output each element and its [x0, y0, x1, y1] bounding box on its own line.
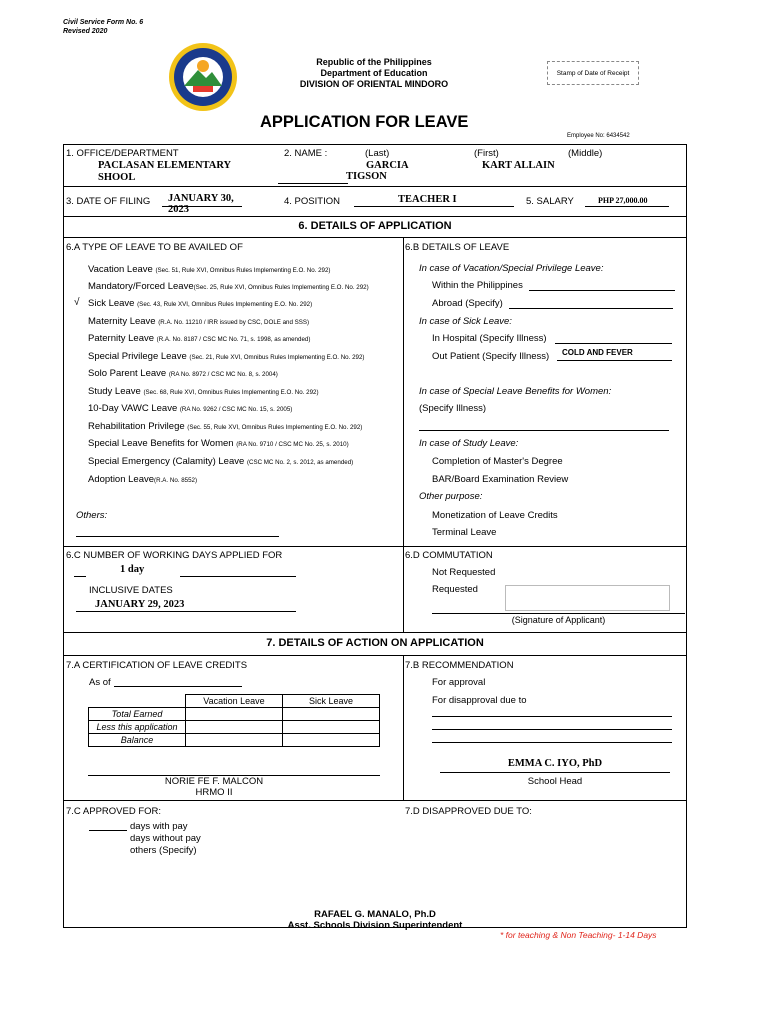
leave-type-ref: (Sec. 21, Rule XVI, Omnibus Rules Implementing E.O. No. 292) — [189, 354, 365, 361]
masters-degree-option[interactable]: Completion of Master's Degree — [432, 456, 563, 467]
table-cell[interactable] — [186, 734, 283, 747]
department-label: Department of Education — [320, 68, 428, 78]
deped-division-logo — [168, 42, 238, 112]
disapproval-line[interactable] — [432, 716, 672, 717]
leave-type-vawc[interactable] — [88, 403, 292, 414]
for-approval-option[interactable]: For approval — [432, 677, 486, 688]
out-patient-option[interactable]: Out Patient (Specify Illness) — [432, 351, 550, 362]
salary-underline — [585, 206, 669, 207]
leave-type-ref: (Sec. 51, Rule XVI, Omnibus Rules Implementing E.O. No. 292) — [155, 267, 331, 274]
not-requested-option[interactable]: Not Requested — [432, 567, 496, 578]
col-sick-leave: Sick Leave — [283, 695, 380, 708]
first-name-label: (First) — [474, 148, 499, 159]
inclusive-dates-value[interactable]: JANUARY 29, 2023 — [95, 599, 185, 610]
abroad-line — [509, 308, 673, 309]
days-without-pay-label: days without pay — [130, 833, 201, 844]
days-with-pay-line[interactable] — [89, 830, 127, 831]
leave-type-ref: (R.A. No. 8187 / CSC MC No. 71, s. 1998, as amended) — [156, 336, 311, 343]
sick-leave-check-icon: √ — [74, 297, 80, 308]
leave-type-maternity[interactable] — [88, 316, 309, 327]
last-name-label: (Last) — [365, 148, 390, 159]
working-days-title: 6.C NUMBER OF WORKING DAYS APPLIED FOR — [66, 550, 283, 561]
requested-option[interactable]: Requested — [432, 584, 478, 595]
table-row — [89, 708, 380, 721]
leave-type-vacation[interactable] — [88, 264, 330, 275]
date-of-filing-line2: 2023 — [168, 204, 189, 215]
within-philippines-line — [529, 290, 675, 291]
within-philippines-option[interactable]: Within the Philippines — [432, 280, 523, 291]
last-name-value[interactable]: GARCIA — [366, 160, 409, 171]
school-head-name: EMMA C. IYO, PhD — [507, 758, 603, 769]
specify-illness-label: (Specify Illness) — [419, 403, 487, 414]
footnote: * for teaching & Non Teaching- 1-14 Days — [500, 930, 657, 940]
asds-signatory — [63, 909, 687, 931]
leave-type-ref: (RA No. 9262 / CSC MC No. 15, s. 2005) — [179, 406, 293, 413]
table-corner — [89, 695, 186, 708]
leave-type-ref: (Sec. 43, Rule XVI, Omnibus Rules Implementing E.O. No. 292) — [137, 301, 313, 308]
divider — [63, 237, 687, 238]
table-row — [89, 721, 380, 734]
table-cell[interactable] — [283, 708, 380, 721]
leave-type-ref: (R.A. No. 11210 / IRR issued by CSC, DOLE and SSS) — [158, 319, 310, 326]
recommendation-title: 7.B RECOMMENDATION — [405, 660, 514, 671]
leave-type-name: Paternity Leave — [88, 333, 155, 344]
disapproval-line[interactable] — [432, 742, 672, 743]
specify-illness-line[interactable] — [419, 430, 669, 431]
leave-type-adoption[interactable] — [88, 474, 197, 485]
form-id-line2: Revised 2020 — [63, 28, 108, 35]
in-hospital-line — [555, 343, 672, 344]
salary-label: 5. SALARY — [526, 196, 574, 207]
in-hospital-option[interactable]: In Hospital (Specify Illness) — [432, 333, 547, 344]
asds-title: Asst. Schools Division Superintendent — [287, 920, 463, 931]
page-title: APPLICATION FOR LEAVE — [260, 113, 469, 131]
leave-type-ref: (Sec. 25, Rule XVI, Omnibus Rules Implementing E.O. No. 292) — [193, 284, 369, 291]
table-row — [89, 734, 380, 747]
women-heading: In case of Special Leave Benefits for Women: — [419, 386, 612, 397]
leave-type-name: Mandatory/Forced Leave — [88, 281, 194, 292]
leave-type-ref: (Sec. 55, Rule XVI, Omnibus Rules Implementing E.O. No. 292) — [187, 424, 363, 431]
hrmo-name: NORIE FE F. MALCON — [164, 776, 264, 787]
approved-for-title: 7.C APPROVED FOR: — [66, 806, 162, 817]
abroad-option[interactable]: Abroad (Specify) — [432, 298, 503, 309]
as-of-line[interactable] — [114, 686, 242, 687]
disapproved-title: 7.D DISAPPROVED DUE TO: — [405, 806, 532, 817]
hrmo-signatory — [88, 776, 340, 798]
form-id-line1: Civil Service Form No. 6 — [63, 19, 144, 26]
others-specify-label: others (Specify) — [130, 845, 197, 856]
date-of-filing-value[interactable] — [168, 193, 234, 215]
leave-type-ref: (RA No. 9710 / CSC MC No. 25, s. 2010) — [236, 441, 349, 448]
inclusive-dates-line — [76, 611, 296, 612]
middle-name-value[interactable]: TIGSON — [346, 171, 387, 182]
signature-line — [432, 613, 685, 614]
leave-type-name: Special Emergency (Calamity) Leave — [88, 456, 245, 467]
divider — [63, 800, 687, 801]
section-7-title: 7. DETAILS OF ACTION ON APPLICATION — [266, 637, 484, 649]
days-underline-2 — [180, 576, 296, 577]
days-underline — [74, 576, 86, 577]
middle-name-label: (Middle) — [568, 148, 603, 159]
leave-type-women-benefits[interactable] — [88, 438, 349, 449]
others-input-line[interactable] — [76, 536, 279, 537]
section-6-column-divider — [403, 237, 404, 633]
leave-details-title: 6.B DETAILS OF LEAVE — [405, 242, 510, 253]
row-less-application: Less this application — [89, 721, 186, 734]
divider — [63, 546, 687, 547]
receipt-stamp-label: Stamp of Date of Receipt — [556, 69, 630, 77]
leave-type-title: 6.A TYPE OF LEAVE TO BE AVAILED OF — [66, 242, 243, 253]
leave-type-ref: (R.A. No. 8552) — [154, 477, 198, 484]
study-heading: In case of Study Leave: — [419, 438, 519, 449]
signature-label: (Signature of Applicant) — [511, 615, 606, 625]
monetization-option[interactable]: Monetization of Leave Credits — [432, 510, 558, 521]
inclusive-dates-label: INCLUSIVE DATES — [89, 585, 173, 596]
leave-credits-table — [88, 694, 380, 747]
disapproval-line[interactable] — [432, 729, 672, 730]
leave-type-name: Solo Parent Leave — [88, 368, 167, 379]
out-patient-line — [557, 360, 672, 361]
leave-type-name: Rehabilitation Privilege — [88, 421, 185, 432]
agency-header — [260, 57, 488, 90]
date-underline — [162, 206, 242, 207]
section-6-title: 6. DETAILS OF APPLICATION — [298, 220, 452, 232]
office-value-line2: SHOOL — [98, 172, 136, 183]
sick-heading: In case of Sick Leave: — [419, 316, 512, 327]
leave-type-name: Special Leave Benefits for Women — [88, 438, 234, 449]
office-value-line1: PACLASAN ELEMENTARY — [98, 160, 232, 171]
division-label: DIVISION OF ORIENTAL MINDORO — [299, 79, 449, 89]
out-patient-illness-value[interactable]: COLD AND FEVER — [562, 348, 633, 357]
table-cell[interactable] — [283, 721, 380, 734]
leave-type-name: Vacation Leave — [88, 264, 153, 275]
leave-type-paternity[interactable] — [88, 333, 310, 344]
hrmo-title: HRMO II — [195, 787, 233, 798]
school-head-title: School Head — [527, 776, 583, 787]
commutation-title: 6.D COMMUTATION — [405, 550, 493, 561]
terminal-leave-option[interactable]: Terminal Leave — [432, 527, 497, 538]
table-cell[interactable] — [186, 721, 283, 734]
date-of-filing-label: 3. DATE OF FILING — [66, 196, 151, 207]
name-label: 2. NAME : — [284, 148, 328, 159]
republic-label: Republic of the Philippines — [316, 57, 432, 67]
leave-type-solo-parent[interactable] — [88, 368, 278, 379]
other-purpose-heading: Other purpose: — [419, 491, 483, 502]
others-label: Others: — [76, 510, 108, 521]
date-of-filing-line1: JANUARY 30, — [168, 193, 234, 204]
form-id — [63, 18, 143, 36]
for-disapproval-option[interactable]: For disapproval due to — [432, 695, 527, 706]
leave-type-name: Maternity Leave — [88, 316, 156, 327]
row-balance: Balance — [89, 734, 186, 747]
table-cell[interactable] — [186, 708, 283, 721]
as-of-label: As of — [89, 677, 111, 688]
asds-name: RAFAEL G. MANALO, Ph.D — [314, 909, 436, 920]
leave-type-name: Special Privilege Leave — [88, 351, 187, 362]
divider — [63, 655, 687, 656]
leave-type-name: Adoption Leave — [88, 474, 155, 485]
divider — [63, 186, 687, 187]
leave-type-study[interactable] — [88, 386, 319, 397]
leave-type-special-privilege[interactable] — [88, 351, 364, 362]
leave-type-sick[interactable] — [88, 298, 312, 309]
divider — [63, 632, 687, 633]
section-7-column-divider — [403, 655, 404, 800]
name-underline — [278, 183, 348, 184]
vacation-heading: In case of Vacation/Special Privilege Leave: — [419, 263, 604, 274]
office-value — [98, 160, 231, 184]
divider — [63, 216, 687, 217]
office-label: 1. OFFICE/DEPARTMENT — [66, 148, 179, 159]
table-cell[interactable] — [283, 734, 380, 747]
position-label: 4. POSITION — [284, 196, 340, 207]
position-value[interactable]: TEACHER I — [398, 194, 457, 205]
leave-type-ref: (Sec. 68, Rule XVI, Omnibus Rules Implementing E.O. No. 292) — [143, 389, 319, 396]
col-vacation-leave: Vacation Leave — [186, 695, 283, 708]
receipt-stamp-box — [547, 61, 639, 85]
leave-type-name: Study Leave — [88, 386, 141, 397]
days-with-pay-label: days with pay — [130, 821, 188, 832]
employee-number: Employee No: 6434542 — [567, 133, 630, 139]
leave-credits-title: 7.A CERTIFICATION OF LEAVE CREDITS — [66, 660, 248, 671]
leave-type-ref: (RA No. 8972 / CSC MC No. 8, s. 2004) — [168, 371, 278, 378]
leave-type-rehabilitation[interactable] — [88, 421, 362, 432]
leave-type-ref: (CSC MC No. 2, s. 2012, as amended) — [246, 459, 354, 466]
leave-type-name: 10-Day VAWC Leave — [88, 403, 178, 414]
bar-exam-option[interactable]: BAR/Board Examination Review — [432, 474, 569, 485]
working-days-value[interactable]: 1 day — [120, 564, 145, 575]
leave-type-mandatory[interactable] — [88, 281, 369, 292]
school-head-signature-line — [440, 772, 670, 773]
first-name-value[interactable]: KART ALLAIN — [482, 160, 555, 171]
salary-value[interactable]: PHP 27,000.00 — [598, 196, 648, 205]
row-total-earned: Total Earned — [89, 708, 186, 721]
leave-type-calamity[interactable] — [88, 456, 353, 467]
position-underline — [354, 206, 514, 207]
leave-type-name: Sick Leave — [88, 298, 135, 309]
signature-box[interactable] — [505, 585, 670, 611]
